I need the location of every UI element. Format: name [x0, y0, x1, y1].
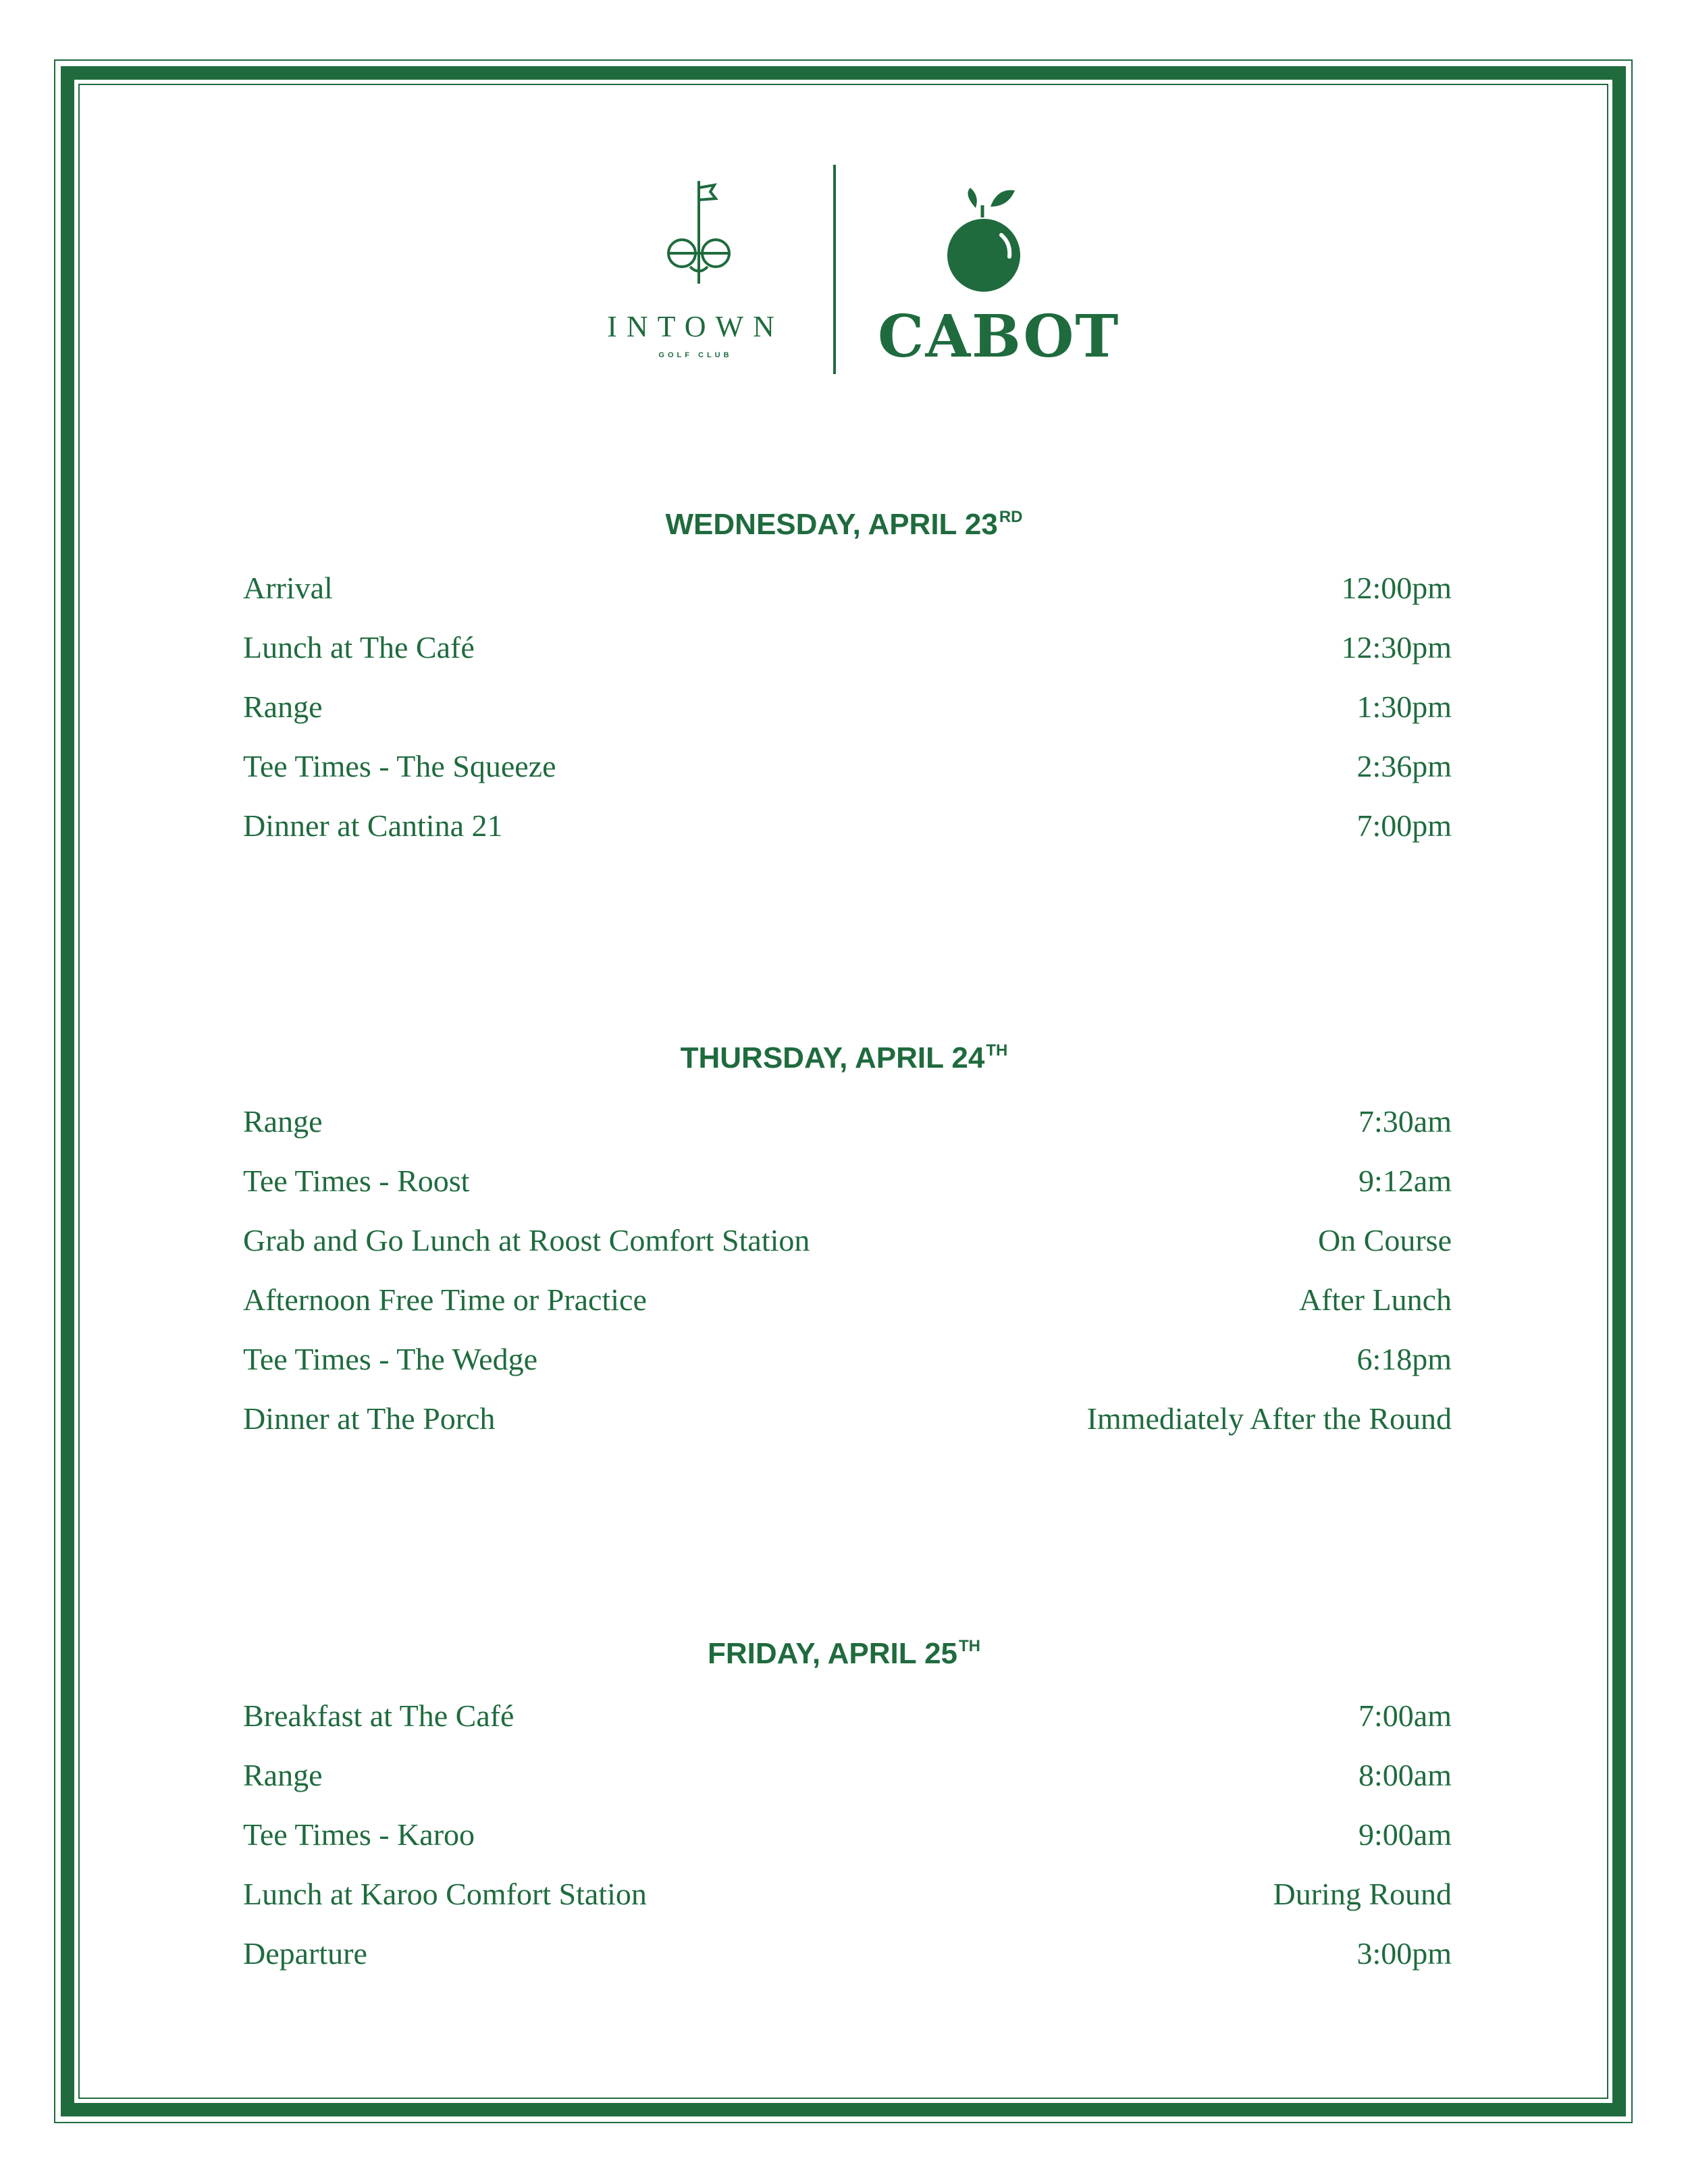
list-item: Tee Times - Roost 9:12am: [243, 1164, 1452, 1198]
list-item: Departure 3:00pm: [243, 1936, 1452, 1971]
cabot-wordmark: CABOT: [878, 303, 1120, 371]
golf-club-subtitle: GOLF CLUB: [658, 351, 733, 359]
logo-header: [0, 155, 1688, 385]
list-item: Grab and Go Lunch at Roost Comfort Station On Course: [243, 1223, 1452, 1257]
list-item: Range 7:30am: [243, 1104, 1452, 1139]
list-item: Dinner at The Porch Immediately After the Round: [243, 1401, 1452, 1436]
list-item: Range 8:00am: [243, 1758, 1452, 1792]
list-item: Range 1:30pm: [243, 690, 1452, 724]
cabot-apple-icon: [935, 182, 1036, 304]
logo-divider: [833, 165, 836, 374]
intown-flag-logo-icon: [635, 176, 763, 290]
list-item: Arrival 12:00pm: [243, 571, 1452, 605]
list-item: Tee Times - Karoo 9:00am: [243, 1817, 1452, 1852]
day-heading-friday: FRIDAY, APRIL 25TH: [707, 1637, 981, 1670]
intown-wordmark: INTOWN: [607, 310, 784, 343]
day-heading-wednesday: WEDNESDAY, APRIL 23RD: [665, 508, 1023, 541]
list-item: Afternoon Free Time or Practice After Lunch: [243, 1282, 1452, 1317]
list-item: Tee Times - The Wedge 6:18pm: [243, 1342, 1452, 1376]
day-heading-thursday: THURSDAY, APRIL 24TH: [680, 1041, 1008, 1074]
list-item: Tee Times - The Squeeze 2:36pm: [243, 749, 1452, 783]
list-item: Dinner at Cantina 21 7:00pm: [243, 808, 1452, 843]
list-item: Lunch at Karoo Comfort Station During Round: [243, 1877, 1452, 1911]
list-item: Breakfast at The Café 7:00am: [243, 1698, 1452, 1733]
list-item: Lunch at The Café 12:30pm: [243, 630, 1452, 665]
